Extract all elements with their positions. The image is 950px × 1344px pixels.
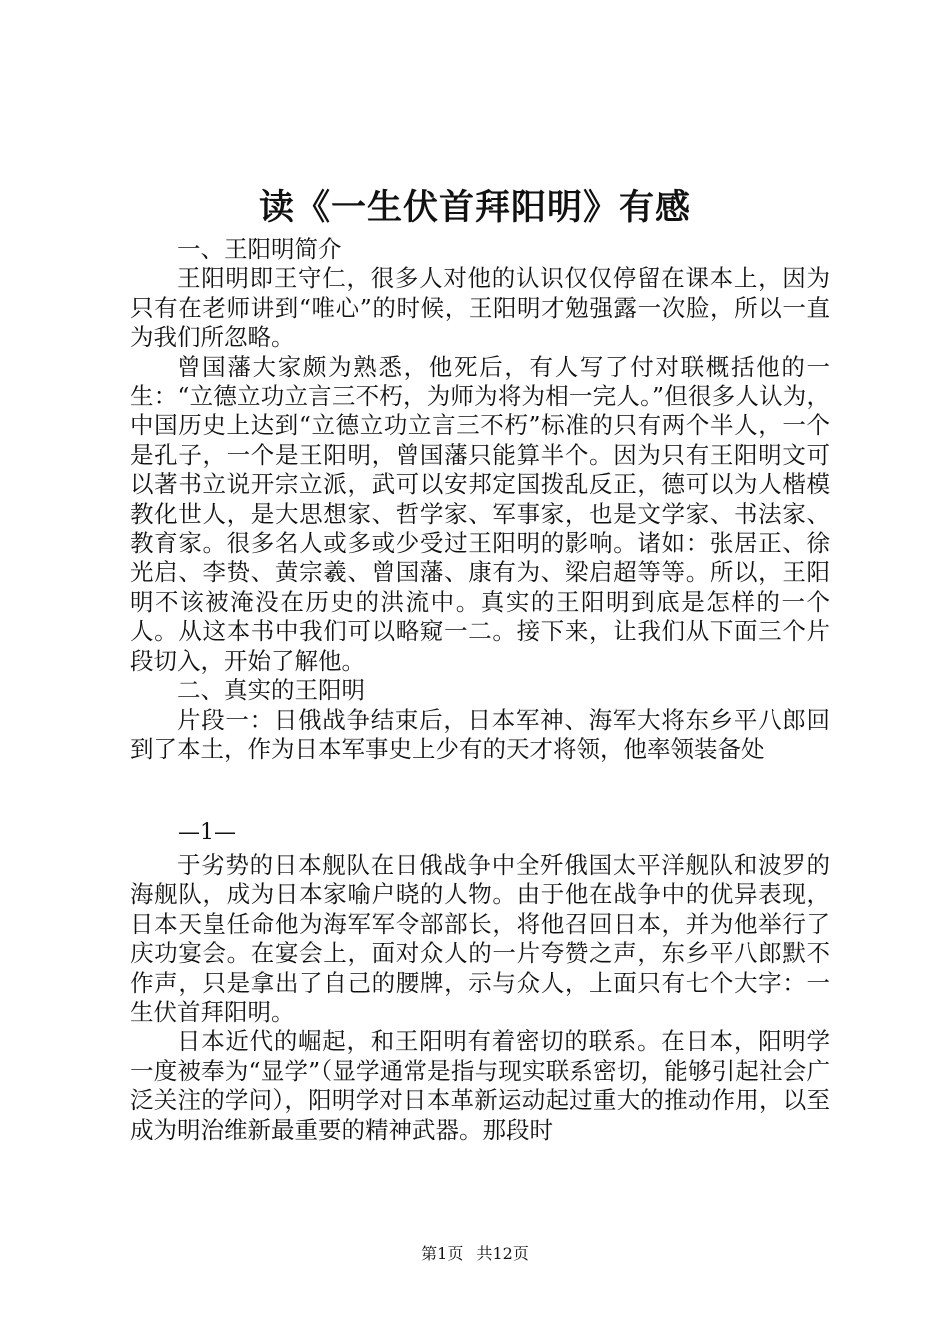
paragraph-zeng-guofan: 曾国藩大家颇为熟悉，他死后，有人写了付对联概括他的一生：“立德立功立言三不朽，为师为将为相一完人。”但很多人认为，中国历史上达到“立德立功立言三不朽”标准的只有两个半人，一个是孔子，一个是王阳明，曾国藩只能算半个。因为只有王阳明文可以著书立说开宗立派，武可以安邦定国拨乱反正，德可以为人楷模教化世人，是大思想家、哲学家、军事家，也是文学家、书法家、教育家。很多名人或多或少受过王阳明的影响。诸如：张居正、徐光启、李贽、黄宗羲、曾国藩、康有为、梁启超等等。所以，王阳明不该被淹没在历史的洪流中。真实的王阳明到底是怎样的一个人。从这本书中我们可以略窥一二。接下来，让我们从下面三个片段切入，开始了解他。 <box>130 352 830 675</box>
section-heading-intro: 一、王阳明简介 <box>177 235 342 263</box>
paragraph-intro: 王阳明即王守仁，很多人对他的认识仅仅停留在课本上，因为只有在老师讲到“唯心”的时候，王阳明才勉强露一次脸，所以一直为我们所忽略。 <box>130 264 830 352</box>
document-title: 读《一生伏首拜阳明》有感 <box>258 187 691 228</box>
page-footer <box>0 1243 950 1265</box>
section-heading-real: 二、真实的王阳明 <box>177 676 365 705</box>
footer-page-total: 共12页 <box>476 1244 529 1263</box>
content-block-top <box>130 235 830 764</box>
footer-page-current: 第1页 <box>421 1244 464 1263</box>
paragraph-japan-rise: 日本近代的崛起，和王阳明有着密切的联系。在日本，阳明学一度被奉为“显学”（显学通常是指与现实联系密切，能够引起社会广泛关注的学问），阳明学对日本革新运动起过重大的推动作用，以至成为明治维新最重要的精神武器。那段时 <box>130 1027 830 1144</box>
inline-page-number: —1— <box>178 820 236 845</box>
paragraph-togo-heihachiro: 于劣势的日本舰队在日俄战争中全歼俄国太平洋舰队和波罗的海舰队，成为日本家喻户晓的人物。由于他在战争中的优异表现，日本天皇任命他为海军军令部部长，将他召回日本，并为他举行了庆功宴会。在宴会上，面对众人的一片夸赞之声，东乡平八郎默不作声，只是拿出了自己的腰牌，示与众人，上面只有七个大字：一生伏首拜阳明。 <box>130 851 830 1027</box>
content-block-bottom <box>130 851 830 1145</box>
paragraph-fragment-one: 片段一：日俄战争结束后，日本军神、海军大将东乡平八郎回到了本土，作为日本军事史上少有的天才将领，他率领装备处 <box>130 705 830 763</box>
